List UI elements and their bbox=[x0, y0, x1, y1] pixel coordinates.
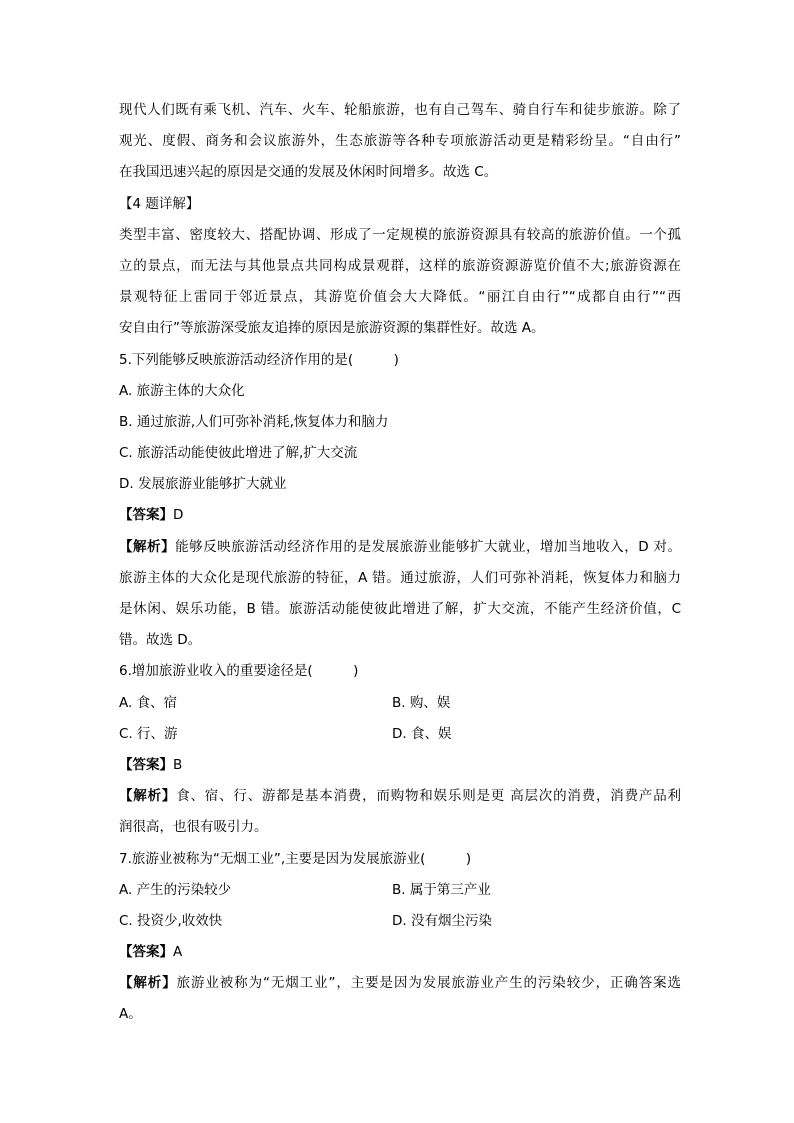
q5-analysis-line: 错。故选 D。 bbox=[119, 632, 202, 649]
q6-option-b: B. 购、娱 bbox=[392, 694, 451, 711]
q6-analysis-line: 润很高，也很有吸引力。 bbox=[119, 819, 268, 836]
q5-option-a: A. 旅游主体的大众化 bbox=[119, 382, 245, 399]
q6-options-row-1 bbox=[119, 688, 681, 719]
q5-answer bbox=[119, 500, 681, 531]
answer-label: 【答案】 bbox=[119, 944, 173, 961]
intro-line: 在我国迅速兴起的原因是交通的发展及休闲时间增多。故选 C。 bbox=[119, 164, 498, 181]
q7-stem: 7.旅游业被称为“无烟工业”,主要是因为发展旅游业( ) bbox=[119, 850, 472, 867]
analysis-label: 【解析】 bbox=[119, 788, 177, 805]
analysis-text: 食、宿、行、游都是基本消费，而购物和娱乐则是更 高层次的消费，消费产品利 bbox=[176, 788, 681, 805]
q5-analysis-line: 是休闲、娱乐功能，B 错。旅游活动能使彼此增进了解，扩大交流，不能产生经济价值，C bbox=[119, 601, 681, 617]
q7-option-d: D. 没有烟尘污染 bbox=[392, 912, 492, 929]
analysis-label: 【解析】 bbox=[119, 975, 177, 992]
q5-option-b: B. 通过旅游,人们可弥补消耗,恢复体力和脑力 bbox=[119, 413, 389, 430]
q7-analysis-line: A。 bbox=[119, 1006, 142, 1023]
answer-value: D bbox=[173, 507, 184, 524]
q7-analysis bbox=[119, 968, 681, 999]
document-page bbox=[119, 95, 681, 1031]
q5-option-d: D. 发展旅游业能够扩大就业 bbox=[119, 476, 287, 493]
q4-line: 安自由行”等旅游深受旅友追捧的原因是旅游资源的集群性好。故选 A。 bbox=[119, 320, 545, 337]
q6-analysis bbox=[119, 781, 681, 812]
analysis-text: 旅游业被称为“无烟工业”，主要是因为发展旅游业产生的污染较少，正确答案选 bbox=[176, 975, 681, 992]
q7-options-row-1 bbox=[119, 875, 681, 906]
q6-option-c: C. 行、游 bbox=[119, 725, 178, 742]
q5-analysis bbox=[119, 532, 681, 563]
analysis-label: 【解析】 bbox=[119, 538, 176, 555]
q7-option-b: B. 属于第三产业 bbox=[392, 881, 491, 898]
q4-line: 类型丰富、密度较大、搭配协调、形成了一定规模的旅游资源具有较高的旅游价值。一个孤 bbox=[119, 226, 681, 243]
q4-line: 景观特征上雷同于邻近景点，其游览价值会大大降低。“丽江自由行”“成都自由行”“西 bbox=[119, 289, 681, 306]
q5-analysis-line: 旅游主体的大众化是现代旅游的特征，A 错。通过旅游，人们可弥补消耗，恢复体力和脑力 bbox=[119, 569, 681, 586]
answer-value: B bbox=[173, 756, 183, 773]
q6-answer bbox=[119, 750, 681, 781]
answer-value: A bbox=[173, 944, 183, 961]
q7-option-c: C. 投资少,收效快 bbox=[119, 912, 223, 929]
q4-line: 立的景点，而无法与其他景点共同构成景观群，这样的旅游资源游览价值不大;旅游资源在 bbox=[119, 257, 681, 274]
q4-header: 【4 题详解】 bbox=[119, 195, 200, 212]
analysis-text: 能够反映旅游活动经济作用的是发展旅游业能够扩大就业，增加当地收入，D 对。 bbox=[175, 538, 681, 555]
q6-stem: 6.增加旅游业收入的重要途径是( ) bbox=[119, 663, 359, 680]
q7-answer bbox=[119, 937, 681, 968]
q7-options-row-2 bbox=[119, 906, 681, 937]
q5-option-c: C. 旅游活动能使彼此增进了解,扩大交流 bbox=[119, 445, 358, 462]
q5-stem: 5.下列能够反映旅游活动经济作用的是( ) bbox=[119, 351, 399, 368]
q6-option-a: A. 食、宿 bbox=[119, 694, 178, 711]
q6-options-row-2 bbox=[119, 719, 681, 750]
intro-line: 观光、度假、商务和会议旅游外，生态旅游等各种专项旅游活动更是精彩纷呈。“自由行” bbox=[119, 133, 681, 150]
q6-option-d: D. 食、娱 bbox=[392, 725, 452, 742]
intro-line: 现代人们既有乘飞机、汽车、火车、轮船旅游，也有自己驾车、骑自行车和徒步旅游。除了 bbox=[119, 102, 681, 118]
answer-label: 【答案】 bbox=[119, 756, 173, 773]
q7-option-a: A. 产生的污染较少 bbox=[119, 881, 232, 898]
answer-label: 【答案】 bbox=[119, 507, 173, 524]
